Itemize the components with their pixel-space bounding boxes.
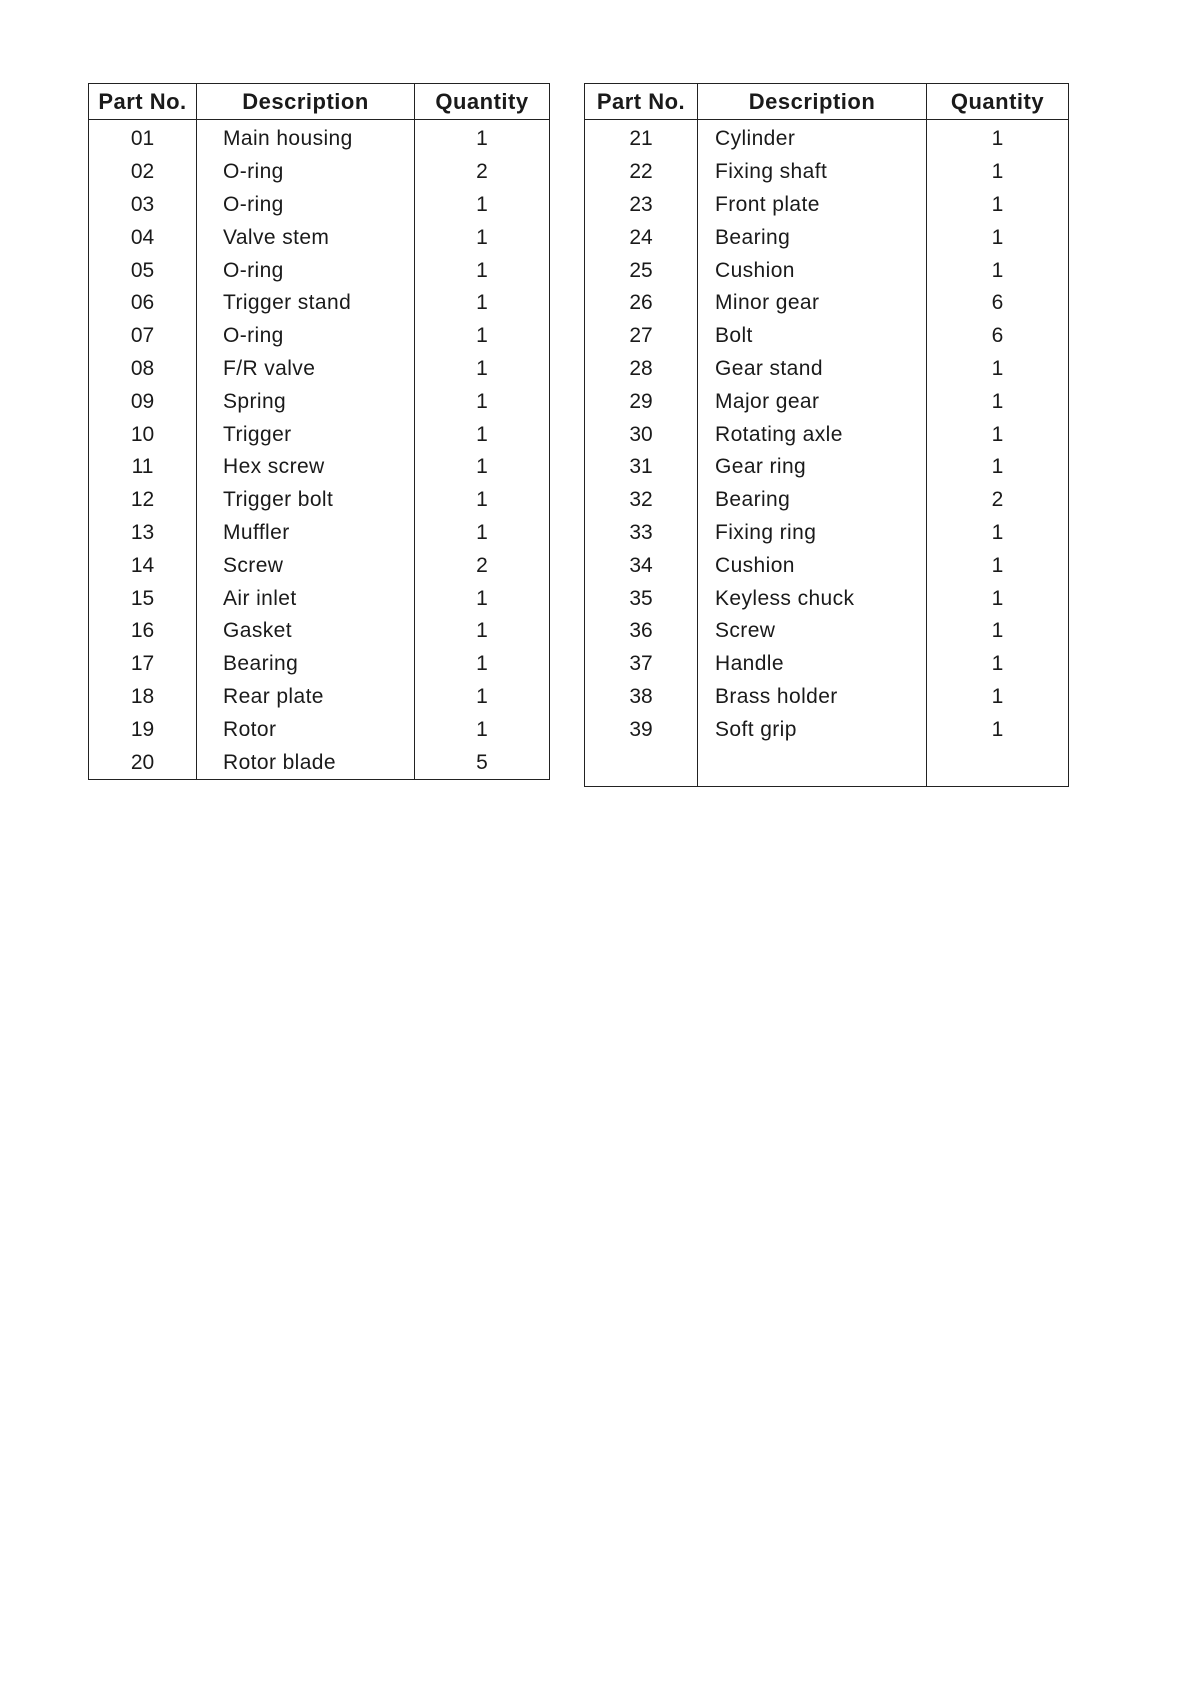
table-row: [585, 120, 1069, 156]
table-row: [89, 484, 550, 517]
quantity-cell: 1: [927, 549, 1069, 582]
description-cell: Trigger bolt: [197, 484, 415, 517]
description-cell: Trigger stand: [197, 287, 415, 320]
quantity-cell: 1: [415, 418, 550, 451]
part-number-cell: 38: [585, 681, 698, 714]
description-cell: Brass holder: [698, 681, 927, 714]
part-number-cell: 35: [585, 582, 698, 615]
part-number-cell: 22: [585, 156, 698, 189]
part-number-cell: 28: [585, 353, 698, 386]
quantity-cell: 5: [415, 746, 550, 779]
quantity-cell: 1: [415, 221, 550, 254]
table-row: [585, 385, 1069, 418]
part-number-cell: 26: [585, 287, 698, 320]
table-row: [89, 713, 550, 746]
table-row: [89, 681, 550, 714]
description-cell: Cushion: [698, 549, 927, 582]
part-number-cell: 01: [89, 120, 197, 156]
part-number-cell: 18: [89, 681, 197, 714]
part-number-cell: 08: [89, 353, 197, 386]
quantity-cell: 1: [415, 713, 550, 746]
description-cell: Gear stand: [698, 353, 927, 386]
table-row: [89, 221, 550, 254]
table-row: [89, 517, 550, 550]
table-row: [89, 648, 550, 681]
quantity-cell: 1: [415, 320, 550, 353]
table-row: [585, 648, 1069, 681]
part-number-cell: 24: [585, 221, 698, 254]
table-row: [585, 615, 1069, 648]
quantity-cell: 2: [415, 549, 550, 582]
quantity-cell: 1: [415, 517, 550, 550]
table-row: [89, 615, 550, 648]
quantity-cell: 1: [415, 120, 550, 156]
header-quantity: Quantity: [927, 84, 1069, 120]
table-row: [585, 681, 1069, 714]
part-number-cell: 13: [89, 517, 197, 550]
part-number-cell: 37: [585, 648, 698, 681]
part-number-cell: 09: [89, 385, 197, 418]
description-cell: Cushion: [698, 254, 927, 287]
part-number-cell: 07: [89, 320, 197, 353]
description-cell: Screw: [698, 615, 927, 648]
quantity-cell: 1: [415, 385, 550, 418]
empty-cell: [927, 746, 1069, 787]
table-row: [585, 320, 1069, 353]
empty-cell: [585, 746, 698, 787]
description-cell: Minor gear: [698, 287, 927, 320]
description-cell: Handle: [698, 648, 927, 681]
table-row: [89, 418, 550, 451]
description-cell: Valve stem: [197, 221, 415, 254]
part-number-cell: 05: [89, 254, 197, 287]
table-header-row: [585, 84, 1069, 120]
description-cell: Rear plate: [197, 681, 415, 714]
part-number-cell: 31: [585, 451, 698, 484]
table-row: [89, 254, 550, 287]
table-row: [585, 287, 1069, 320]
part-number-cell: 12: [89, 484, 197, 517]
part-number-cell: 27: [585, 320, 698, 353]
table-row: [89, 353, 550, 386]
part-number-cell: 04: [89, 221, 197, 254]
part-number-cell: 29: [585, 385, 698, 418]
description-cell: Fixing ring: [698, 517, 927, 550]
table-row: [585, 156, 1069, 189]
part-number-cell: 06: [89, 287, 197, 320]
quantity-cell: 1: [415, 451, 550, 484]
description-cell: O-ring: [197, 320, 415, 353]
part-number-cell: 30: [585, 418, 698, 451]
quantity-cell: 1: [927, 418, 1069, 451]
part-number-cell: 23: [585, 189, 698, 222]
description-cell: Fixing shaft: [698, 156, 927, 189]
description-cell: Hex screw: [197, 451, 415, 484]
description-cell: Rotor: [197, 713, 415, 746]
table-row: [89, 320, 550, 353]
quantity-cell: 1: [927, 189, 1069, 222]
quantity-cell: 1: [927, 615, 1069, 648]
part-number-cell: 02: [89, 156, 197, 189]
part-number-cell: 32: [585, 484, 698, 517]
header-description: Description: [197, 84, 415, 120]
table-row: [585, 517, 1069, 550]
quantity-cell: 2: [415, 156, 550, 189]
part-number-cell: 25: [585, 254, 698, 287]
header-quantity: Quantity: [415, 84, 550, 120]
description-cell: Keyless chuck: [698, 582, 927, 615]
table-row: [585, 582, 1069, 615]
quantity-cell: 6: [927, 287, 1069, 320]
description-cell: Cylinder: [698, 120, 927, 156]
quantity-cell: 1: [415, 648, 550, 681]
quantity-cell: 1: [927, 648, 1069, 681]
description-cell: O-ring: [197, 189, 415, 222]
table-row: [89, 156, 550, 189]
quantity-cell: 1: [415, 484, 550, 517]
table-row: [585, 713, 1069, 746]
quantity-cell: 2: [927, 484, 1069, 517]
table-row: [585, 221, 1069, 254]
description-cell: Gear ring: [698, 451, 927, 484]
description-cell: O-ring: [197, 254, 415, 287]
part-number-cell: 21: [585, 120, 698, 156]
quantity-cell: 1: [927, 451, 1069, 484]
table-row: [89, 189, 550, 222]
quantity-cell: 1: [415, 582, 550, 615]
quantity-cell: 1: [415, 681, 550, 714]
part-number-cell: 03: [89, 189, 197, 222]
header-part-no: Part No.: [89, 84, 197, 120]
table-row: [585, 189, 1069, 222]
header-part-no: Part No.: [585, 84, 698, 120]
description-cell: Soft grip: [698, 713, 927, 746]
part-number-cell: 39: [585, 713, 698, 746]
quantity-cell: 1: [927, 353, 1069, 386]
table-row: [585, 254, 1069, 287]
part-number-cell: 36: [585, 615, 698, 648]
empty-row: [585, 746, 1069, 787]
part-number-cell: 19: [89, 713, 197, 746]
description-cell: Bearing: [698, 484, 927, 517]
table-row: [585, 418, 1069, 451]
description-cell: Bearing: [197, 648, 415, 681]
part-number-cell: 11: [89, 451, 197, 484]
description-cell: F/R valve: [197, 353, 415, 386]
description-cell: Rotor blade: [197, 746, 415, 779]
quantity-cell: 1: [927, 713, 1069, 746]
description-cell: Front plate: [698, 189, 927, 222]
table-row: [89, 451, 550, 484]
table-row: [89, 549, 550, 582]
description-cell: Air inlet: [197, 582, 415, 615]
part-number-cell: 34: [585, 549, 698, 582]
quantity-cell: 1: [415, 287, 550, 320]
table-row: [89, 746, 550, 779]
quantity-cell: 1: [927, 221, 1069, 254]
description-cell: Spring: [197, 385, 415, 418]
description-cell: Gasket: [197, 615, 415, 648]
part-number-cell: 15: [89, 582, 197, 615]
parts-table-left: [88, 83, 550, 780]
description-cell: Trigger: [197, 418, 415, 451]
description-cell: Bolt: [698, 320, 927, 353]
description-cell: Muffler: [197, 517, 415, 550]
description-cell: Bearing: [698, 221, 927, 254]
part-number-cell: 33: [585, 517, 698, 550]
parts-table-right: [584, 83, 1069, 787]
part-number-cell: 10: [89, 418, 197, 451]
quantity-cell: 1: [415, 615, 550, 648]
quantity-cell: 1: [415, 189, 550, 222]
table-row: [585, 549, 1069, 582]
description-cell: O-ring: [197, 156, 415, 189]
quantity-cell: 1: [927, 517, 1069, 550]
table-row: [585, 451, 1069, 484]
table-header-row: [89, 84, 550, 120]
quantity-cell: 1: [927, 156, 1069, 189]
table-row: [89, 120, 550, 156]
part-number-cell: 16: [89, 615, 197, 648]
part-number-cell: 17: [89, 648, 197, 681]
table-row: [89, 287, 550, 320]
description-cell: Major gear: [698, 385, 927, 418]
table-row: [585, 353, 1069, 386]
empty-cell: [698, 746, 927, 787]
description-cell: Main housing: [197, 120, 415, 156]
table-row: [89, 385, 550, 418]
quantity-cell: 1: [927, 120, 1069, 156]
quantity-cell: 1: [927, 385, 1069, 418]
quantity-cell: 1: [927, 681, 1069, 714]
header-description: Description: [698, 84, 927, 120]
description-cell: Screw: [197, 549, 415, 582]
quantity-cell: 1: [927, 254, 1069, 287]
part-number-cell: 20: [89, 746, 197, 779]
table-row: [89, 582, 550, 615]
quantity-cell: 1: [415, 254, 550, 287]
quantity-cell: 1: [927, 582, 1069, 615]
quantity-cell: 6: [927, 320, 1069, 353]
description-cell: Rotating axle: [698, 418, 927, 451]
table-row: [585, 484, 1069, 517]
quantity-cell: 1: [415, 353, 550, 386]
part-number-cell: 14: [89, 549, 197, 582]
